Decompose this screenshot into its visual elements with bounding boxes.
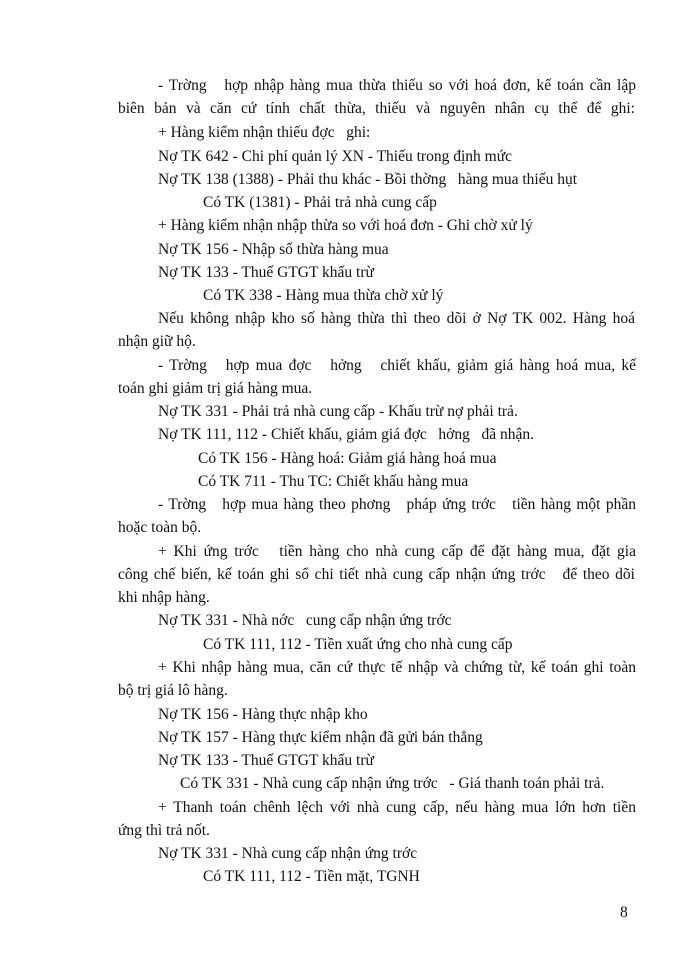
text-line: Có TK 711 - Thu TC: Chiết khấu hàng mua: [198, 473, 469, 490]
text-line: Nợ TK 111, 112 - Chiết khấu, giảm giá đợc hởng đã nhận.: [158, 426, 535, 443]
text-line: Nợ TK 157 - Hàng thực kiểm nhận đã gửi bán thẳng: [158, 729, 483, 746]
page-number: 8: [620, 904, 628, 921]
text-line: Nếu không nhập kho số hàng thừa thì theo dõi ở Nợ TK 002. Hàng hoá: [158, 310, 635, 327]
text-line: Có TK 111, 112 - Tiền xuất ứng cho nhà cung cấp: [203, 636, 513, 653]
text-line: + Hàng kiểm nhận thiếu đợc ghi:: [158, 124, 371, 141]
text-line: Nợ TK 156 - Nhập số thừa hàng mua: [158, 241, 389, 258]
text-line: + Thanh toán chênh lệch với nhà cung cấp, nếu hàng mua lớn hơn tiền: [158, 799, 636, 816]
text-line: Nợ TK 331 - Phải trả nhà cung cấp - Khấu trừ nợ phải trả.: [158, 403, 518, 420]
text-line: - Trờng hợp mua hàng theo phơng pháp ứng trớc tiền hàng một phần: [158, 496, 636, 513]
text-line: + Hàng kiểm nhận nhập thừa so với hoá đơn - Ghi chờ xử lý: [158, 217, 533, 234]
text-line: Nợ TK 642 - Chi phí quản lý XN - Thiếu trong định mức: [158, 148, 512, 165]
text-line: Có TK (1381) - Phải trả nhà cung cấp: [203, 194, 437, 211]
text-line: hoặc toàn bộ.: [118, 519, 202, 536]
text-line: bộ trị giá lô hàng.: [118, 682, 228, 699]
text-line: Có TK 338 - Hàng mua thừa chờ xử lý: [203, 287, 444, 304]
text-line: Nợ TK 331 - Nhà nớc cung cấp nhận ứng trớc: [158, 612, 452, 629]
text-line: + Khi nhập hàng mua, căn cứ thực tế nhập và chứng từ, kế toán ghi toàn: [158, 659, 636, 676]
text-line: - Trờng hợp nhập hàng mua thừa thiếu so với hoá đơn, kế toán cần lập: [158, 77, 636, 94]
text-line: Có TK 156 - Hàng hoá: Giảm giá hàng hoá mua: [198, 450, 497, 467]
text-line: biên bản và căn cứ tính chất thừa, thiếu và nguyên nhân cụ thể để ghi:: [118, 100, 635, 117]
text-line: ứng thì trả nốt.: [118, 822, 210, 839]
text-line: - Trờng hợp mua đợc hởng chiết khấu, giảm giá hàng hoá mua, kế: [158, 357, 636, 374]
text-line: + Khi ứng trớc tiền hàng cho nhà cung cấp để đặt hàng mua, đặt gia: [158, 543, 636, 560]
text-line: Nợ TK 133 - Thuế GTGT khấu trừ: [158, 752, 374, 769]
text-line: Nợ TK 133 - Thuế GTGT khấu trừ: [158, 264, 374, 281]
text-line: Nợ TK 331 - Nhà cung cấp nhận ứng trớc: [158, 845, 418, 862]
text-line: Có TK 111, 112 - Tiền mặt, TGNH: [203, 868, 420, 885]
text-line: công chế biến, kế toán ghi sổ chi tiết nhà cung cấp nhận ứng trớc để theo dõi: [118, 566, 635, 583]
text-line: Nợ TK 156 - Hàng thực nhập kho: [158, 706, 368, 723]
text-line: toán ghi giảm trị giá hàng mua.: [118, 380, 313, 397]
text-line: Có TK 331 - Nhà cung cấp nhận ứng trớc - Giá thanh toán phải trả.: [180, 775, 605, 792]
text-line: Nợ TK 138 (1388) - Phải thu khác - Bồi thờng hàng mua thiếu hụt: [158, 171, 578, 188]
text-line: nhận giữ hộ.: [118, 333, 196, 350]
text-line: khi nhập hàng.: [118, 589, 210, 606]
